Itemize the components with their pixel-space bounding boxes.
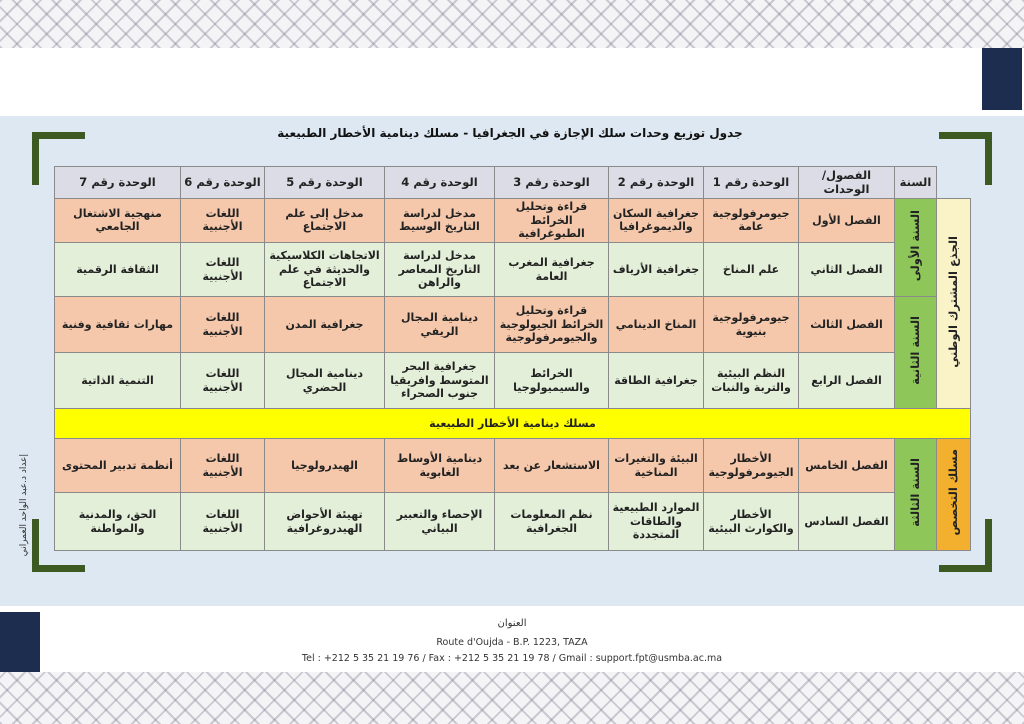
header-unit-6: الوحدة رقم 6 xyxy=(181,167,265,199)
unit-cell: الأخطار والكوارث البيئية xyxy=(704,493,799,551)
table-row-s3 xyxy=(55,297,971,353)
semester-name: الفصل الأول xyxy=(799,198,895,242)
header-unit-7: الوحدة رقم 7 xyxy=(55,167,181,199)
bottom-ornament-band xyxy=(0,672,1024,724)
unit-cell: اللغات الأجنبية xyxy=(181,198,265,242)
unit-cell: التنمية الذاتية xyxy=(55,353,181,409)
table-row-s4 xyxy=(55,353,971,409)
semester-name: الفصل السادس xyxy=(799,493,895,551)
unit-cell: منهجية الاشتغال الجامعي xyxy=(55,198,181,242)
units-table xyxy=(54,166,971,551)
unit-cell: الموارد الطبيعية والطاقات المتجددة xyxy=(609,493,704,551)
table-row-s1 xyxy=(55,198,971,242)
unit-cell: جغرافية الطاقة xyxy=(609,353,704,409)
unit-cell: تهيئة الأحواض الهيدروغرافية xyxy=(265,493,385,551)
semester-name: الفصل الثاني xyxy=(799,243,895,297)
specialization-label-cell xyxy=(937,439,971,551)
header-unit-4: الوحدة رقم 4 xyxy=(385,167,495,199)
semester-name: الفصل الرابع xyxy=(799,353,895,409)
unit-cell: الخرائط والسيميولوجيا xyxy=(495,353,609,409)
unit-cell: الاستشعار عن بعد xyxy=(495,439,609,493)
unit-cell: مدخل إلى علم الاجتماع xyxy=(265,198,385,242)
unit-cell: دينامية المجال الحضري xyxy=(265,353,385,409)
unit-cell: الحق، والمدنية والمواطنة xyxy=(55,493,181,551)
unit-cell: جيومرفولوجية بنيوية xyxy=(704,297,799,353)
semester-name: الفصل الثالث xyxy=(799,297,895,353)
unit-cell: قراءة وتحليل الخرائط الجيولوجية والجيومرفولوجية xyxy=(495,297,609,353)
footer-contact: Tel : +212 5 35 21 19 76 / Fax : +212 5 35 21 19 78 / Gmail : support.fpt@usmba.ac.ma xyxy=(301,653,723,664)
unit-cell: البيئة والتغيرات المناخية xyxy=(609,439,704,493)
header-unit-5: الوحدة رقم 5 xyxy=(265,167,385,199)
unit-cell: جيومرفولوجية عامة xyxy=(704,198,799,242)
year3-cell xyxy=(895,439,937,551)
footer-address: Route d'Oujda - B.P. 1223, TAZA xyxy=(436,637,588,648)
header-unit-3: الوحدة رقم 3 xyxy=(495,167,609,199)
unit-cell: الثقافة الرقمية xyxy=(55,243,181,297)
year1-cell xyxy=(895,198,937,296)
unit-cell: اللغات الأجنبية xyxy=(181,439,265,493)
unit-cell: الإحصاء والتعبير البياني xyxy=(385,493,495,551)
unit-cell: الأخطار الجيومرفولوجية xyxy=(704,439,799,493)
year3-label: السنة الثالثة xyxy=(908,458,923,528)
table-row-s5 xyxy=(55,439,971,493)
author-credit-text: إعداد د.عبد الواحد العمراني xyxy=(19,453,29,557)
author-credit xyxy=(14,420,34,590)
unit-cell: الهيدرولوجيا xyxy=(265,439,385,493)
header-year: السنة xyxy=(895,167,937,199)
track-banner: مسلك دينامية الأخطار الطبيعية xyxy=(55,409,971,439)
unit-cell: قراءة وتحليل الخرائط الطبوغرافية xyxy=(495,198,609,242)
semester-name: الفصل الخامس xyxy=(799,439,895,493)
unit-cell: جغرافية المغرب العامة xyxy=(495,243,609,297)
unit-cell: اللغات الأجنبية xyxy=(181,297,265,353)
unit-cell: المناخ الدينامي xyxy=(609,297,704,353)
unit-cell: دينامية المجال الريفي xyxy=(385,297,495,353)
track-banner-row xyxy=(55,409,971,439)
unit-cell: الاتجاهات الكلاسيكية والحديثة في علم الاجتماع xyxy=(265,243,385,297)
unit-cell: اللغات الأجنبية xyxy=(181,243,265,297)
unit-cell: جغرافية الأرياف xyxy=(609,243,704,297)
unit-cell: النظم البيئية والتربة والنبات xyxy=(704,353,799,409)
tronc-commun-label-cell xyxy=(937,198,971,408)
unit-cell: اللغات الأجنبية xyxy=(181,493,265,551)
unit-cell: جغرافية السكان والديموغرافيا xyxy=(609,198,704,242)
unit-cell: علم المناخ xyxy=(704,243,799,297)
unit-cell: جغرافية المدن xyxy=(265,297,385,353)
footer-label: العنوان xyxy=(497,618,527,629)
unit-cell: اللغات الأجنبية xyxy=(181,353,265,409)
year1-label: السنة الأولى xyxy=(908,209,923,282)
table-title: جدول توزيع وحدات سلك الإجازة في الجغرافيا - مسلك دينامية الأخطار الطبيعية xyxy=(277,126,743,140)
tronc-commun-label: الجذع المشترك الوطني xyxy=(946,235,961,368)
year2-label: السنة الثانية xyxy=(908,316,923,386)
header-semesters: الفصول/الوحدات xyxy=(799,167,895,199)
unit-cell: مدخل لدراسة التاريخ المعاصر والراهن xyxy=(385,243,495,297)
unit-cell: أنظمة تدبير المحتوى xyxy=(55,439,181,493)
header-unit-2: الوحدة رقم 2 xyxy=(609,167,704,199)
table-row-s6 xyxy=(55,493,971,551)
header-row xyxy=(55,167,971,199)
specialization-label: مسلك التخصص xyxy=(946,449,961,536)
unit-cell: نظم المعلومات الجغرافية xyxy=(495,493,609,551)
top-ornament-band xyxy=(0,0,1024,48)
header-unit-1: الوحدة رقم 1 xyxy=(704,167,799,199)
year2-cell xyxy=(895,297,937,409)
top-right-navy-block xyxy=(982,48,1022,110)
unit-cell: مهارات ثقافية وفنية xyxy=(55,297,181,353)
unit-cell: دينامية الأوساط الغابوية xyxy=(385,439,495,493)
unit-cell: مدخل لدراسة التاريخ الوسيط xyxy=(385,198,495,242)
unit-cell: جغرافية البحر المتوسط وافريقيا جنوب الصحراء xyxy=(385,353,495,409)
table-row-s2 xyxy=(55,243,971,297)
